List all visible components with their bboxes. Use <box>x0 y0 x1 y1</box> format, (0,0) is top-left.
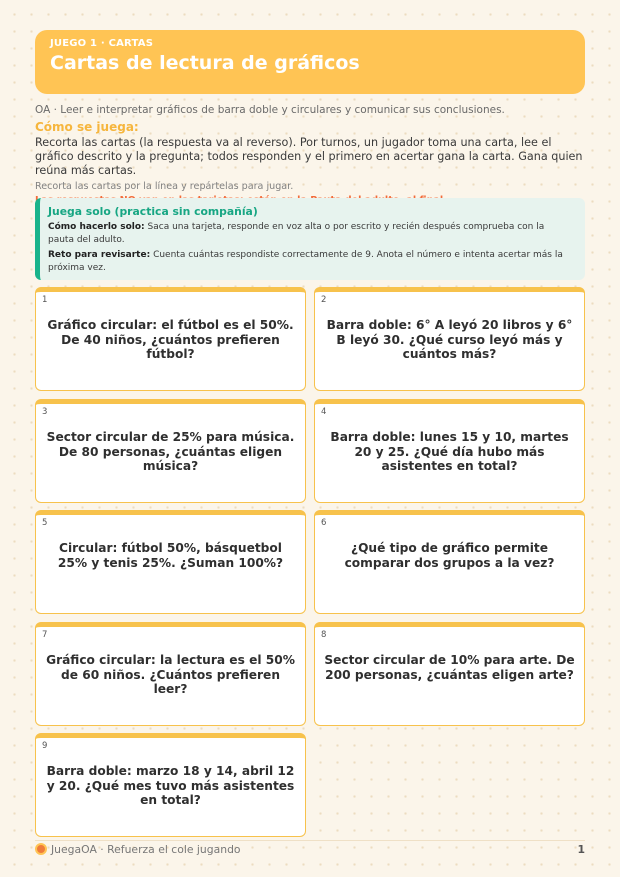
card-number: 7 <box>42 630 48 640</box>
how-to-play-text: Recorta las cartas (la respuesta va al reverso). Por turnos, un jugador toma una carta, lee el gráfico descrito y la pregunta; todos responden y el primero en acertar gana la carta. Gana quien reúna más cartas. <box>35 136 583 177</box>
card-question: Circular: fútbol 50%, básquetbol 25% y tenis 25%. ¿Suman 100%? <box>57 541 284 570</box>
card-number: 8 <box>321 630 327 640</box>
footer-divider <box>35 840 585 841</box>
solo-challenge-label: Reto para revisarte: <box>48 250 151 260</box>
solo-challenge-body: Cuenta cuántas respondiste correctamente de 9. Anota el número e intenta acertar más la próxima vez. <box>48 250 563 273</box>
card-question: Barra doble: lunes 15 y 10, martes 20 y 25. ¿Qué día hubo más asistentes en total? <box>330 430 569 473</box>
page-footer <box>35 843 585 859</box>
card-4 <box>314 399 585 503</box>
card-question: Barra doble: marzo 18 y 14, abril 12 y 20. ¿Qué mes tuvo más asistentes en total? <box>46 764 295 807</box>
cards-grid <box>35 287 585 837</box>
card-1 <box>35 287 306 391</box>
solo-how-body: Saca una tarjeta, responde en voz alta o por escrito y recién después comprueba con la pauta del adulto. <box>48 222 545 245</box>
card-question: Sector circular de 10% para arte. De 200 personas, ¿cuántas eligen arte? <box>324 653 575 682</box>
learning-objective: OA · Leer e interpretar gráficos de barra doble y circulares y comunicar sus conclusiones. <box>35 104 505 116</box>
card-8 <box>314 622 585 726</box>
card-9 <box>35 733 306 837</box>
how-to-play-heading: Cómo se juega: <box>35 120 139 134</box>
card-number: 4 <box>321 407 327 417</box>
cut-instructions: Recorta las cartas por la línea y repártelas para jugar. <box>35 181 294 192</box>
card-6 <box>314 510 585 614</box>
card-3 <box>35 399 306 503</box>
solo-how-text <box>48 221 571 246</box>
juegaoa-logo-icon <box>35 843 47 855</box>
solo-play-box <box>35 198 585 280</box>
page-title: Cartas de lectura de gráficos <box>50 52 360 74</box>
card-number: 3 <box>42 407 48 417</box>
card-question: ¿Qué tipo de gráfico permite comparar dos grupos a la vez? <box>344 541 555 570</box>
intro-section <box>35 104 590 206</box>
card-5 <box>35 510 306 614</box>
card-question: Sector circular de 25% para música. De 80 personas, ¿cuántas eligen música? <box>46 430 295 473</box>
card-number: 2 <box>321 295 327 305</box>
card-question: Barra doble: 6° A leyó 20 libros y 6° B leyó 30. ¿Qué curso leyó más y cuántos más? <box>326 318 573 361</box>
footer-brand: JuegaOA · Refuerza el cole jugando <box>51 843 241 856</box>
solo-challenge-text <box>48 249 571 274</box>
card-question: Gráfico circular: el fútbol es el 50%. De 40 niños, ¿cuántos prefieren fútbol? <box>47 318 294 361</box>
solo-play-heading: Juega solo (practica sin compañía) <box>48 205 258 218</box>
card-number: 9 <box>42 741 48 751</box>
card-question: Gráfico circular: la lectura es el 50% de 60 niños. ¿Cuántos prefieren leer? <box>46 653 295 696</box>
card-2 <box>314 287 585 391</box>
card-number: 5 <box>42 518 48 528</box>
page-header-banner <box>35 30 585 94</box>
card-number: 6 <box>321 518 327 528</box>
page-number: 1 <box>577 843 585 856</box>
solo-how-label: Cómo hacerlo solo: <box>48 222 145 232</box>
card-7 <box>35 622 306 726</box>
card-number: 1 <box>42 295 48 305</box>
game-kicker: JUEGO 1 · CARTAS <box>50 38 154 49</box>
